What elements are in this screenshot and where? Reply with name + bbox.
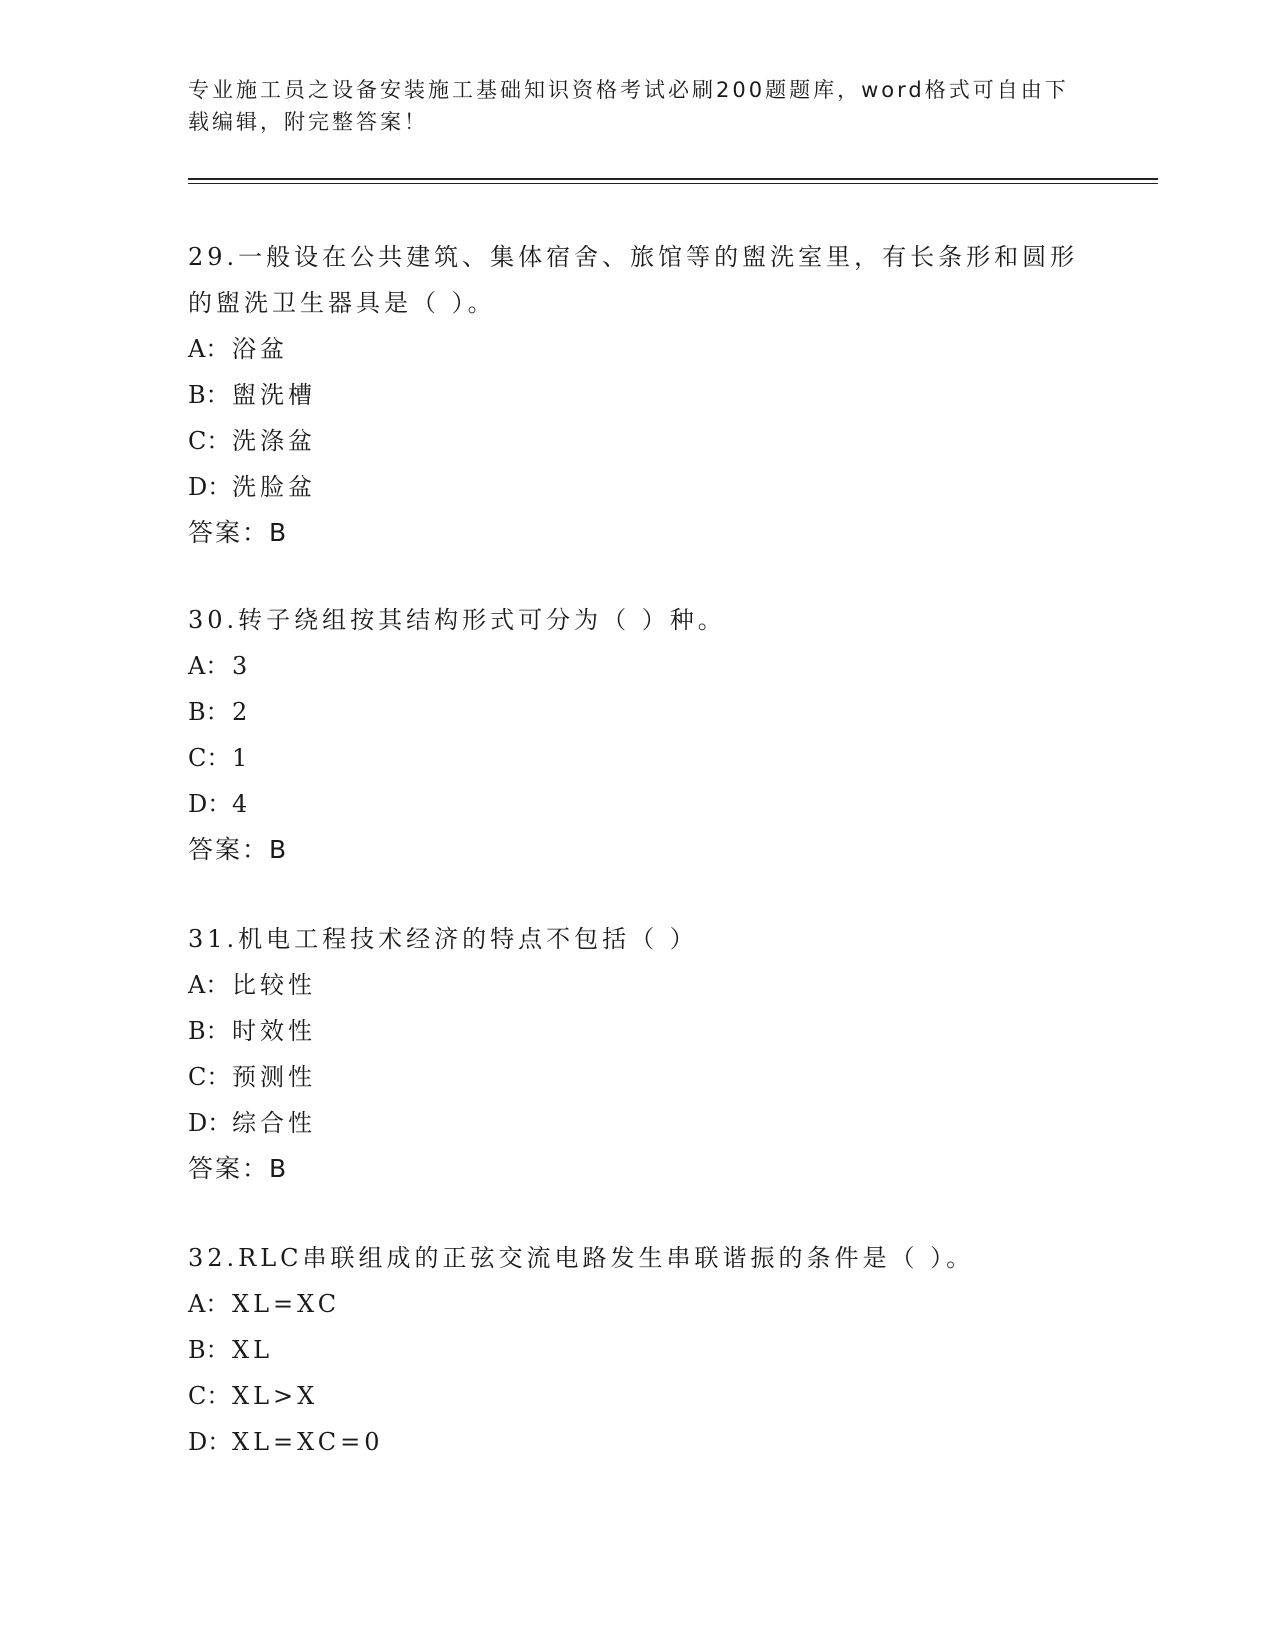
- option-text: 浴盆: [232, 335, 288, 363]
- answer-line: 答案：B: [188, 1154, 289, 1183]
- option-letter: A：: [188, 971, 230, 999]
- option-text: 2: [232, 698, 252, 726]
- option-letter: B：: [188, 1336, 230, 1364]
- option-text: 洗涤盆: [232, 427, 316, 455]
- question-30: [188, 597, 1088, 873]
- option-text: 盥洗槽: [232, 381, 316, 409]
- option-a: [188, 962, 1088, 1008]
- option-text: XL>X: [232, 1382, 319, 1410]
- question-stem: 32.RLC串联组成的正弦交流电路发生串联谐振的条件是（ ）。: [188, 1244, 975, 1272]
- option-letter: A：: [188, 652, 230, 680]
- option-text: 综合性: [232, 1109, 316, 1137]
- option-letter: C：: [188, 1382, 231, 1410]
- option-b: [188, 689, 1088, 735]
- option-text: 比较性: [232, 971, 316, 999]
- option-text: 洗脸盆: [232, 473, 316, 501]
- option-b: [188, 372, 1088, 418]
- option-letter: B：: [188, 381, 230, 409]
- option-text: 1: [232, 744, 252, 772]
- option-text: XL: [232, 1336, 274, 1364]
- option-letter: D：: [188, 1428, 232, 1456]
- option-c: [188, 1054, 1088, 1100]
- option-text: 3: [232, 652, 252, 680]
- option-letter: D：: [188, 473, 232, 501]
- option-c: [188, 418, 1088, 464]
- option-text: 预测性: [232, 1063, 316, 1091]
- option-letter: A：: [188, 1290, 230, 1318]
- option-text: 时效性: [232, 1017, 316, 1045]
- option-b: [188, 1327, 1088, 1373]
- option-d: [188, 781, 1088, 827]
- option-a: [188, 326, 1088, 372]
- option-d: [188, 464, 1088, 510]
- option-text: 4: [232, 790, 252, 818]
- option-letter: C：: [188, 427, 231, 455]
- option-text: XL=XC: [232, 1290, 341, 1318]
- answer-line: 答案：B: [188, 835, 289, 864]
- option-text: XL=XC=0: [232, 1428, 384, 1456]
- option-letter: C：: [188, 1063, 231, 1091]
- question-stem: 30.转子绕组按其结构形式可分为（ ）种。: [188, 606, 726, 634]
- question-32: [188, 1235, 1088, 1465]
- option-letter: B：: [188, 698, 230, 726]
- question-stem: 31.机电工程技术经济的特点不包括（ ）: [188, 925, 698, 953]
- option-c: [188, 735, 1088, 781]
- option-letter: B：: [188, 1017, 230, 1045]
- option-b: [188, 1008, 1088, 1054]
- question-29: [188, 234, 1088, 556]
- option-a: [188, 643, 1088, 689]
- header-divider-thick: [188, 178, 1158, 180]
- option-letter: A：: [188, 335, 230, 363]
- option-letter: D：: [188, 790, 232, 818]
- option-d: [188, 1419, 1088, 1465]
- question-stem: 29.一般设在公共建筑、集体宿舍、旅馆等的盥洗室里，有长条形和圆形的盥洗卫生器具是（ ）。: [188, 243, 1079, 317]
- document-header: 专业施工员之设备安装施工基础知识资格考试必刷200题题库，word格式可自由下载编辑，附完整答案！: [188, 78, 1069, 134]
- option-c: [188, 1373, 1088, 1419]
- option-letter: C：: [188, 744, 231, 772]
- option-a: [188, 1281, 1088, 1327]
- header-divider-thin: [188, 183, 1158, 184]
- question-31: [188, 916, 1088, 1192]
- option-d: [188, 1100, 1088, 1146]
- answer-line: 答案：B: [188, 518, 289, 547]
- option-letter: D：: [188, 1109, 232, 1137]
